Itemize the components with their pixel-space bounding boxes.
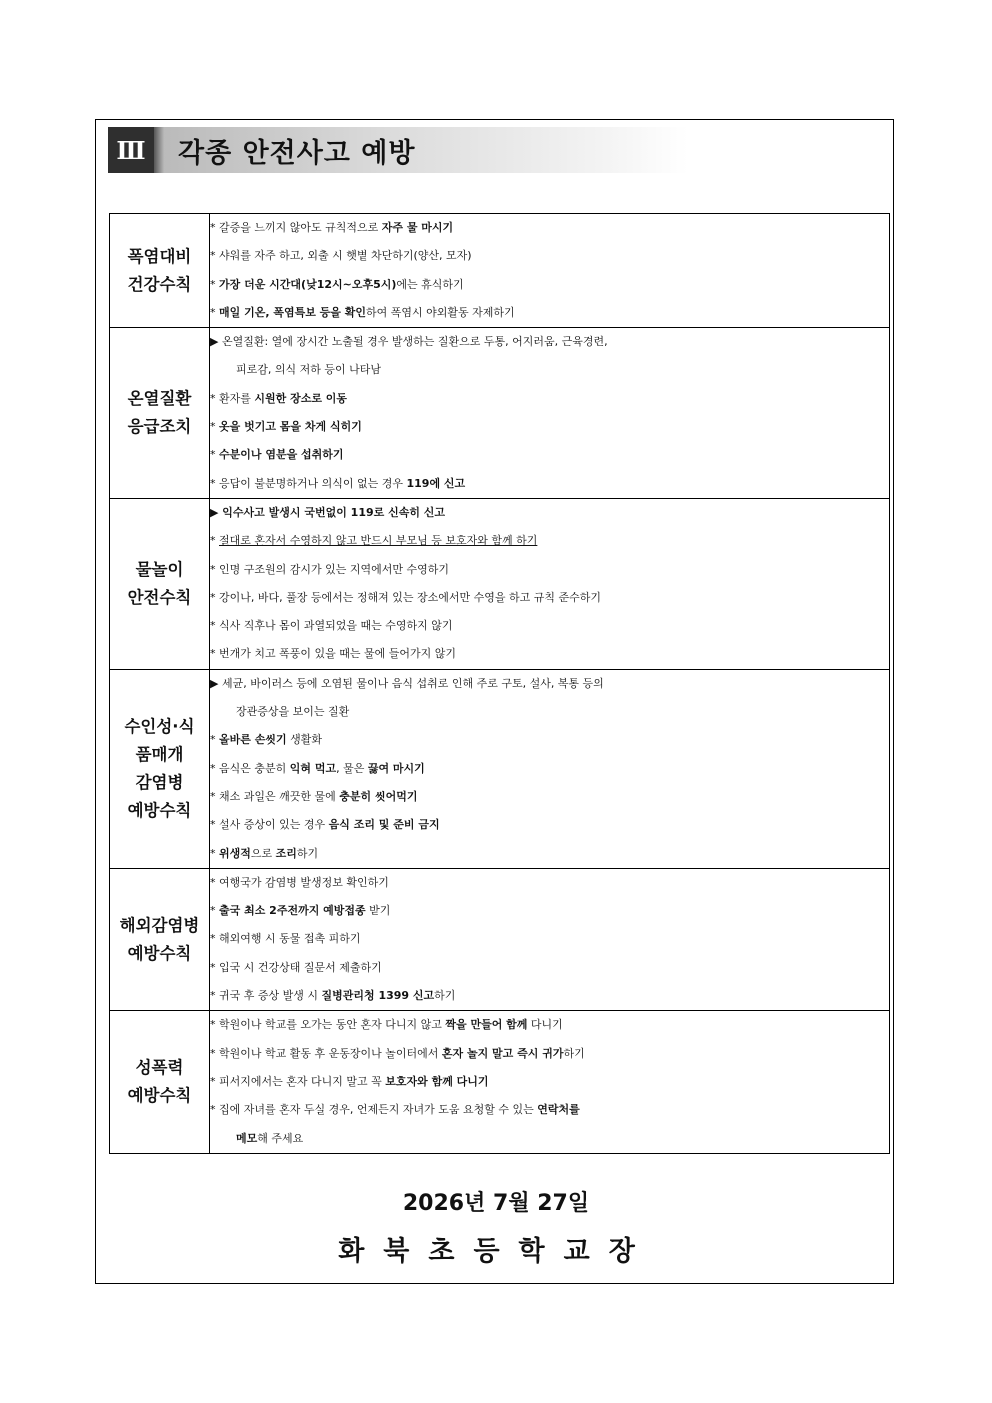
- rule-item: [210, 584, 889, 612]
- rule-items: [210, 669, 890, 868]
- rule-text: * 샤워를 자주 하고, 외출 시 햇볕 차단하기(양산, 모자): [210, 249, 472, 263]
- rule-text: * 해외여행 시 동물 접촉 피하기: [210, 932, 361, 946]
- rule-items: [210, 1011, 890, 1153]
- rule-category-line: 수인성·식: [124, 716, 195, 736]
- rule-text: 혼자 놀지 말고 즉시 귀가: [441, 1046, 564, 1060]
- rule-item: [210, 1040, 889, 1068]
- rule-items: [210, 214, 890, 328]
- rule-text: 자주 물 마시기: [381, 221, 454, 234]
- rule-category-line: 물놀이: [135, 559, 184, 579]
- rule-text: 올바른 손씻기: [219, 733, 287, 747]
- rule-text: 하기: [434, 989, 456, 1003]
- rule-category: [110, 669, 210, 868]
- rule-text: ▶ 세균, 바이러스 등에 오염된 물이나 음식 섭취로 인해 주로 구토, 설사, 복통 등의: [210, 676, 604, 690]
- rule-text: *: [210, 534, 219, 548]
- rule-row: [110, 669, 890, 868]
- section-header: [108, 127, 688, 173]
- rule-item: [210, 869, 889, 897]
- rule-category-line: 예방수칙: [127, 1086, 192, 1106]
- rule-text: * 채소 과일은 깨끗한 물에: [210, 789, 340, 803]
- rule-item: [210, 441, 889, 469]
- rule-text: *: [210, 733, 219, 747]
- rule-text: 보호자와 함께 다니기: [385, 1074, 489, 1088]
- rule-items: [210, 498, 890, 669]
- rule-items: [210, 328, 890, 499]
- school-principal: 화북초등학교장: [338, 1236, 654, 1267]
- rule-text: 시원한 장소로 이동: [254, 391, 348, 405]
- rule-item: [210, 925, 889, 953]
- rule-text: 하여 폭염시 야외활동 자제하기: [366, 305, 515, 319]
- rule-text: * 음식은 충분히: [210, 761, 290, 775]
- rule-item: [210, 698, 889, 726]
- rule-category: [110, 328, 210, 499]
- rule-text: 매일 기온, 폭염특보 등을 확인: [219, 305, 367, 319]
- rule-item: [210, 328, 889, 356]
- rule-row: [110, 214, 890, 328]
- rule-text: *: [210, 305, 219, 319]
- rule-text: 119에 신고: [406, 476, 466, 490]
- rule-text: 충분히 씻어먹기: [339, 789, 418, 803]
- section-title: 각종 안전사고 예방: [178, 138, 416, 169]
- rule-text: * 여행국가 감염병 발생정보 확인하기: [210, 875, 389, 889]
- rule-text: * 응답이 불분명하거나 의식이 없는 경우: [210, 476, 407, 490]
- rule-row: [110, 1011, 890, 1153]
- rule-item: [210, 385, 889, 413]
- rule-item: [210, 1096, 889, 1124]
- rule-text: 수분이나 염분을 섭취하기: [219, 448, 344, 462]
- rule-category: [110, 214, 210, 328]
- rule-text: 옷을 벗기고 몸을 차게 식히기: [219, 420, 362, 434]
- rule-text: *: [210, 904, 219, 918]
- rule-category-line: 감염병: [135, 772, 184, 792]
- rule-row: [110, 868, 890, 1010]
- rule-text: * 피서지에서는 혼자 다니지 말고 꼭: [210, 1074, 386, 1088]
- rule-text: * 입국 시 건강상태 질문서 제출하기: [210, 960, 382, 974]
- rule-item: [210, 726, 889, 754]
- rule-item: [210, 670, 889, 698]
- rule-text: * 번개가 치고 폭풍이 있을 때는 물에 들어가지 않기: [210, 647, 456, 661]
- rule-text: 피로감, 의식 저하 등이 나타남: [236, 363, 381, 377]
- rule-text: 하기: [296, 846, 319, 860]
- rule-item: [210, 299, 889, 327]
- rule-text: *: [210, 846, 219, 860]
- rule-item: [210, 356, 889, 384]
- rule-item: [210, 470, 889, 498]
- rule-category: [110, 498, 210, 669]
- rule-text: 에는 휴식하기: [396, 277, 464, 291]
- rule-item: [210, 556, 889, 584]
- rule-text: 생활화: [286, 733, 322, 747]
- rule-text: 메모: [236, 1131, 258, 1145]
- rule-text: 받기: [365, 904, 391, 918]
- rule-item: [210, 783, 889, 811]
- rule-category-line: 응급조치: [127, 417, 192, 437]
- rule-text: 하기: [563, 1046, 585, 1060]
- rule-text: *: [210, 420, 219, 434]
- rule-category-line: 폭염대비: [127, 246, 192, 266]
- rule-text: 절대로 혼자서 수영하지 않고 반드시 부모님 등 보호자와 함께 하기: [219, 534, 538, 548]
- rule-category-line: 건강수칙: [127, 274, 192, 294]
- issue-date: 2026년 7월 27일: [402, 1191, 590, 1216]
- rule-item: [210, 612, 889, 640]
- rule-row: [110, 498, 890, 669]
- rule-text: , 물은: [336, 761, 368, 775]
- rule-text: 익혀 먹고: [289, 761, 337, 775]
- rule-text: * 설사 증상이 있는 경우: [210, 818, 329, 832]
- rule-item: [210, 413, 889, 441]
- safety-rules-table: [109, 213, 890, 1154]
- rule-text: 으로: [250, 846, 276, 860]
- rule-text: * 갈증을 느끼지 않아도 규칙적으로: [210, 221, 382, 234]
- rule-text: 장관증상을 보이는 질환: [236, 705, 350, 719]
- rule-item: [210, 982, 889, 1010]
- rule-item: [210, 1125, 889, 1153]
- rule-category: [110, 868, 210, 1010]
- rule-category-line: 온열질환: [127, 389, 192, 409]
- rule-item: [210, 755, 889, 783]
- rule-category-line: 품매개: [135, 744, 184, 764]
- rule-text: * 학원이나 학교를 오가는 동안 혼자 다니지 않고: [210, 1018, 446, 1032]
- rule-item: [210, 214, 889, 242]
- rule-category-line: 예방수칙: [127, 800, 192, 820]
- rule-items: [210, 868, 890, 1010]
- rule-text: * 인명 구조원의 감시가 있는 지역에서만 수영하기: [210, 562, 449, 576]
- rule-category-line: 예방수칙: [127, 943, 192, 963]
- rule-text: 연락처를: [537, 1103, 580, 1117]
- rule-text: 해 주세요: [257, 1131, 304, 1145]
- rule-text: 다니기: [527, 1018, 563, 1032]
- rule-text: * 강이나, 바다, 풀장 등에서는 정해져 있는 장소에서만 수영을 하고 규칙 준수하기: [210, 590, 601, 604]
- section-numeral: Ⅲ: [108, 127, 154, 173]
- rule-text: *: [210, 277, 219, 291]
- rule-item: [210, 897, 889, 925]
- rule-category-line: 해외감염병: [119, 915, 200, 935]
- rule-text: 짝을 만들어 함께: [445, 1018, 528, 1032]
- rule-item: [210, 242, 889, 270]
- rule-text: 질병관리청 1399 신고: [321, 989, 435, 1003]
- rule-text: * 학원이나 학교 활동 후 운동장이나 놀이터에서: [210, 1046, 442, 1060]
- rule-item: [210, 1011, 889, 1039]
- rule-category: [110, 1011, 210, 1153]
- rule-item: [210, 840, 889, 868]
- rule-text: 위생적: [219, 846, 251, 860]
- rule-text: ▶ 익수사고 발생시 국번없이 119로 신속히 신고: [210, 505, 446, 519]
- rule-item: [210, 527, 889, 555]
- rule-text: 출국 최소 2주전까지 예방접종: [219, 904, 366, 918]
- rule-item: [210, 811, 889, 839]
- rule-text: 끓여 마시기: [367, 761, 425, 775]
- rule-row: [110, 328, 890, 499]
- rule-item: [210, 499, 889, 527]
- rule-text: * 식사 직후나 몸이 과열되었을 때는 수영하지 않기: [210, 619, 453, 633]
- rule-text: * 집에 자녀를 혼자 두실 경우, 언제든지 자녀가 도움 요청할 수 있는: [210, 1103, 538, 1117]
- rule-category-line: 성폭력: [135, 1058, 184, 1078]
- rule-text: 음식 조리 및 준비 금지: [328, 818, 440, 832]
- rule-text: * 귀국 후 증상 발생 시: [210, 989, 322, 1003]
- rule-text: 가장 더운 시간대(낮12시~오후5시): [219, 277, 397, 291]
- rule-item: [210, 640, 889, 668]
- rule-text: * 환자를: [210, 391, 255, 405]
- rule-item: [210, 271, 889, 299]
- rule-item: [210, 1068, 889, 1096]
- rule-text: *: [210, 448, 219, 462]
- rule-item: [210, 954, 889, 982]
- rule-text: ▶ 온열질환: 열에 장시간 노출될 경우 발생하는 질환으로 두통, 어지러움, 근육경련,: [210, 335, 608, 349]
- rule-category-line: 안전수칙: [127, 587, 192, 607]
- rule-text: 조리: [275, 846, 297, 860]
